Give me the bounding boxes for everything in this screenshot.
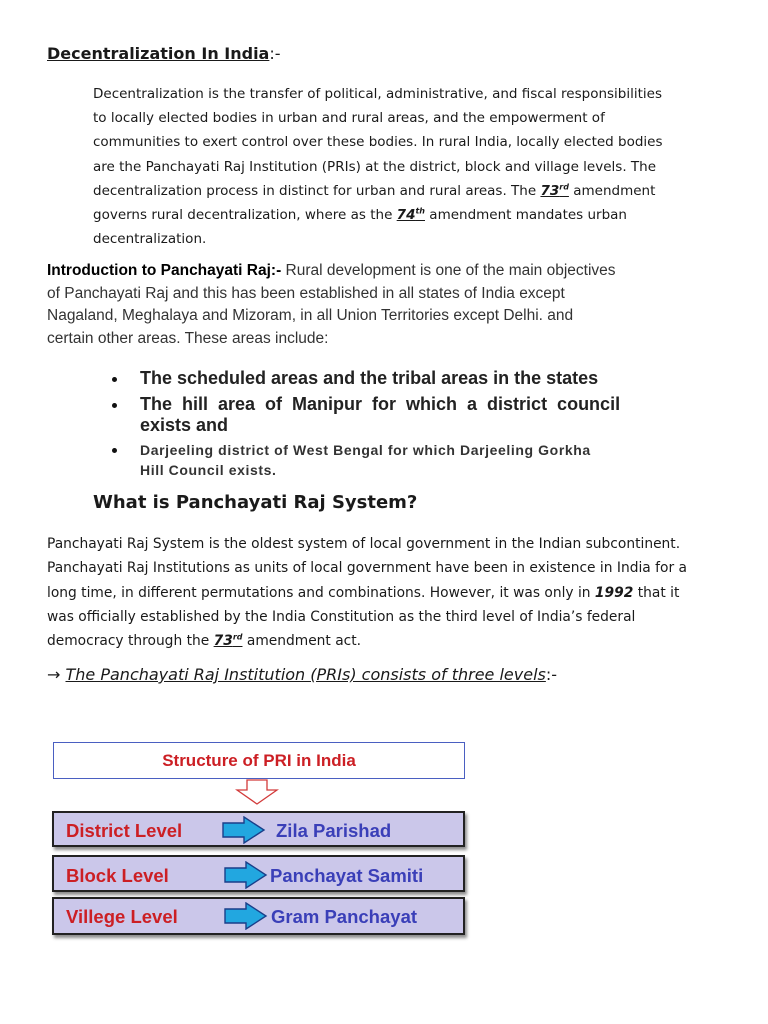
line-text: democracy through the (47, 633, 214, 650)
right-arrow-icon (224, 861, 268, 889)
decentralization-paragraph (93, 82, 723, 251)
right-arrow-icon (222, 816, 266, 844)
line-text: decentralization process in distinct for urban and rural areas. The (93, 182, 541, 199)
level-row-block (52, 855, 465, 892)
amendment-suffix: rd (559, 182, 569, 192)
list-item-text: The hill area of Manipur for which a district council (140, 394, 621, 414)
list-item-text: Hill Council exists. (140, 462, 277, 478)
paragraph-line: communities to exert control over these bodies. In rural India, locally elected bodies (93, 134, 663, 151)
right-arrow-icon: → (47, 665, 66, 684)
level-body: Panchayat Samiti (270, 865, 424, 886)
paragraph-line: Panchayati Raj System is the oldest system of local government in the Indian subcontinent. (47, 536, 681, 552)
line-text: amendment mandates urban (425, 207, 627, 224)
line-text: that it (633, 584, 680, 601)
bullet-icon (112, 403, 117, 408)
page-title (47, 44, 281, 63)
paragraph-line (47, 629, 747, 653)
levels-text: The Panchayati Raj Institution (PRIs) consists of three levels (65, 665, 546, 684)
list-item-text: The scheduled areas and the tribal areas in the states (140, 368, 599, 388)
paragraph-line: Decentralization is the transfer of political, administrative, and fiscal responsibilities (93, 86, 662, 102)
paragraph-line: was officially established by the India Constitution as the third level of India’s federal (47, 608, 636, 625)
title-suffix: :- (269, 44, 281, 63)
amendment-number: 73 (213, 633, 233, 650)
amendment-number: 73 (540, 182, 560, 199)
levels-suffix: :- (545, 665, 558, 684)
paragraph-line: decentralization. (93, 231, 207, 248)
amendment-73 (540, 183, 568, 199)
line-text: long time, in different permutations and combinations. However, it was only in (47, 584, 595, 601)
amendment-suffix: th (415, 206, 425, 216)
paragraph-line (47, 260, 727, 283)
list-item-text: Darjeeling district of West Bengal for which Darjeeling Gorkha (140, 442, 591, 458)
line-text: amendment (568, 182, 656, 199)
level-body: Gram Panchayat (271, 906, 418, 927)
amendment-number: 74 (396, 207, 416, 224)
list-item-text: exists and (140, 415, 229, 435)
amendment-73 (214, 633, 243, 649)
intro-paragraph (47, 260, 727, 350)
levels-intro-line (47, 665, 557, 684)
bullet-icon (112, 448, 117, 453)
level-name: Block Level (66, 865, 169, 886)
level-name: Villege Level (66, 906, 178, 927)
paragraph-line: Nagaland, Meghalaya and Mizoram, in all Union Territories except Delhi. and (47, 307, 574, 324)
intro-heading: Introduction to Panchayati Raj:- (47, 262, 282, 279)
level-row-district (52, 811, 465, 847)
level-name: District Level (66, 820, 183, 841)
right-arrow-icon (224, 902, 268, 930)
paragraph-line: Panchayati Raj Institutions as units of local government have been in existence in India for a (47, 560, 687, 577)
diagram-title: Structure of PRI in India (162, 751, 356, 770)
paragraph-line (47, 581, 747, 605)
bullet-icon (112, 377, 117, 382)
paragraph-line: are the Panchayati Raj Institution (PRIs) at the district, block and village levels. The (93, 158, 657, 175)
paragraph-line (93, 203, 723, 227)
amendment-suffix: rd (232, 632, 243, 642)
amendment-74 (397, 207, 425, 223)
paragraph-line: to locally elected bodies in urban and rural areas, and the empowerment of (93, 110, 605, 127)
line-text: Rural development is one of the main objectives (281, 262, 616, 279)
line-text: amendment act. (242, 633, 362, 650)
line-text: governs rural decentralization, where as the (93, 207, 397, 224)
panchayati-raj-paragraph (47, 532, 747, 653)
level-body: Zila Parishad (276, 820, 392, 841)
year-1992: 1992 (594, 584, 634, 601)
title-text: Decentralization In India (47, 44, 270, 63)
level-row-village (52, 897, 465, 935)
down-arrow-icon (235, 779, 279, 805)
section-heading: What is Panchayati Raj System? (93, 492, 418, 513)
paragraph-line: certain other areas. These areas include: (47, 329, 329, 347)
paragraph-line (93, 179, 723, 203)
diagram-title-box (53, 742, 465, 779)
paragraph-line: of Panchayati Raj and this has been established in all states of India except (47, 284, 565, 302)
